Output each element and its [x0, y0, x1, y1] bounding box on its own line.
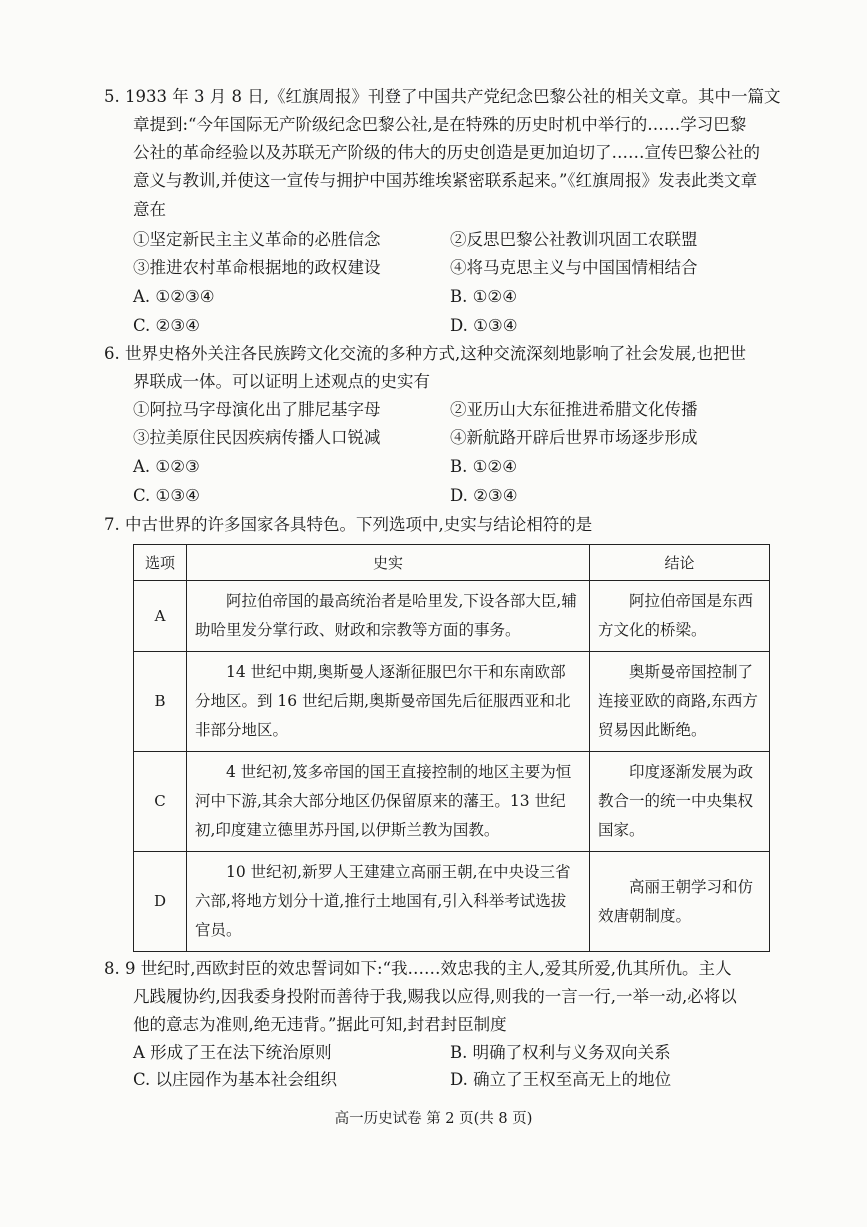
table-row — [134, 652, 770, 752]
row-conclusion — [590, 752, 770, 852]
q5-line-3: 公社的革命经验以及苏联无产阶级的伟大的历史创造是更加迫切了……宣传巴黎公社的 — [133, 143, 760, 162]
q6-line-2: 界联成一体。可以证明上述观点的史实有 — [133, 372, 430, 391]
row-conclusion-text: 奥斯曼帝国控制了连接亚欧的商路,东西方贸易因此断绝。 — [598, 663, 758, 739]
row-conclusion-text: 高丽王朝学习和仿效唐朝制度。 — [598, 877, 754, 925]
row-fact-text: 4 世纪初,笈多帝国的国王直接控制的地区主要为恒河中下游,其余大部分地区仍保留原来的藩王。13 世纪初,印度建立德里苏丹国,以伊斯兰教为国教。 — [195, 763, 572, 839]
table-row — [134, 852, 770, 952]
history-comparison-table — [133, 544, 770, 952]
q8-line-3: 他的意志为准则,绝无违背。”据此可知,封君封臣制度 — [133, 1015, 507, 1034]
page-footer: 高一历史试卷 第 2 页(共 8 页) — [334, 1111, 533, 1127]
q5-choice-c: C. ②③④ — [133, 316, 200, 335]
q8-choice-d: D. 确立了王权至高无上的地位 — [450, 1070, 672, 1089]
header-option: 选项 — [134, 545, 187, 581]
q5-choice-b: B. ①②④ — [450, 287, 517, 306]
q6-choice-d: D. ②③④ — [450, 486, 518, 505]
row-key: A — [134, 581, 187, 652]
q5-choice-d: D. ①③④ — [450, 316, 518, 335]
row-fact-text: 阿拉伯帝国的最高统治者是哈里发,下设各部大臣,辅助哈里发分掌行政、财政和宗教等方面的事务。 — [195, 592, 577, 639]
row-fact-text: 10 世纪初,新罗人王建建立高丽王朝,在中央设三省六部,将地方划分十道,推行土地国有,引入科举考试选拔官员。 — [195, 863, 571, 939]
row-conclusion-text: 阿拉伯帝国是东西方文化的桥梁。 — [598, 592, 754, 639]
q6-choice-a: A. ①②③ — [133, 457, 200, 476]
table-row — [134, 752, 770, 852]
q5-item-2: ②反思巴黎公社教训巩固工农联盟 — [450, 230, 698, 249]
q6-choice-c: C. ①③④ — [133, 486, 200, 505]
row-conclusion — [590, 852, 770, 952]
row-conclusion — [590, 581, 770, 652]
row-key: B — [134, 652, 187, 752]
row-fact — [187, 752, 590, 852]
q5-item-4: ④将马克思主义与中国国情相结合 — [450, 258, 698, 277]
q6-line-1: 6. 世界史格外关注各民族跨文化交流的多种方式,这种交流深刻地影响了社会发展,也把世 — [104, 344, 746, 363]
header-conclusion: 结论 — [590, 545, 770, 581]
header-fact: 史实 — [187, 545, 590, 581]
table-header-row — [134, 545, 770, 581]
row-conclusion-text: 印度逐渐发展为政教合一的统一中央集权国家。 — [598, 763, 754, 839]
q6-item-3: ③拉美原住民因疾病传播人口锐减 — [133, 428, 381, 447]
q5-line-5: 意在 — [133, 200, 166, 219]
q5-item-3: ③推进农村革命根据地的政权建设 — [133, 258, 381, 277]
q5-item-1: ①坚定新民主主义革命的必胜信念 — [133, 230, 381, 249]
row-fact — [187, 652, 590, 752]
q8-choice-b: B. 明确了权利与义务双向关系 — [450, 1043, 671, 1062]
q7-stem: 7. 中古世界的许多国家各具特色。下列选项中,史实与结论相符的是 — [104, 515, 593, 534]
q5-line-4: 意义与教训,并使这一宣传与拥护中国苏维埃紧密联系起来。”《红旗周报》发表此类文章 — [133, 171, 758, 190]
row-key: C — [134, 752, 187, 852]
q8-choice-a: A 形成了王在法下统治原则 — [133, 1043, 332, 1062]
row-key: D — [134, 852, 187, 952]
row-fact — [187, 581, 590, 652]
q8-choice-c: C. 以庄园作为基本社会组织 — [133, 1070, 338, 1089]
table-row — [134, 581, 770, 652]
q8-line-1: 8. 9 世纪时,西欧封臣的效忠誓词如下:“我……效忠我的主人,爱其所爱,仇其所仇。主人 — [104, 959, 732, 978]
row-fact — [187, 852, 590, 952]
row-conclusion — [590, 652, 770, 752]
q6-choice-b: B. ①②④ — [450, 457, 517, 476]
q6-item-2: ②亚历山大东征推进希腊文化传播 — [450, 400, 698, 419]
q5-line-2: 章提到:“今年国际无产阶级纪念巴黎公社,是在特殊的历史时机中举行的……学习巴黎 — [133, 115, 747, 134]
q5-line-1: 5. 1933 年 3 月 8 日,《红旗周报》刊登了中国共产党纪念巴黎公社的相关文章。其中一篇文 — [104, 87, 781, 106]
q8-line-2: 凡践履协约,因我委身投附而善待于我,赐我以应得,则我的一言一行,一举一动,必将以 — [133, 987, 737, 1006]
row-fact-text: 14 世纪中期,奥斯曼人逐渐征服巴尔干和东南欧部分地区。到 16 世纪后期,奥斯曼帝国先后征服西亚和北非部分地区。 — [195, 663, 571, 739]
q6-item-4: ④新航路开辟后世界市场逐步形成 — [450, 428, 698, 447]
q5-choice-a: A. ①②③④ — [133, 287, 215, 306]
q6-item-1: ①阿拉马字母演化出了腓尼基字母 — [133, 400, 381, 419]
